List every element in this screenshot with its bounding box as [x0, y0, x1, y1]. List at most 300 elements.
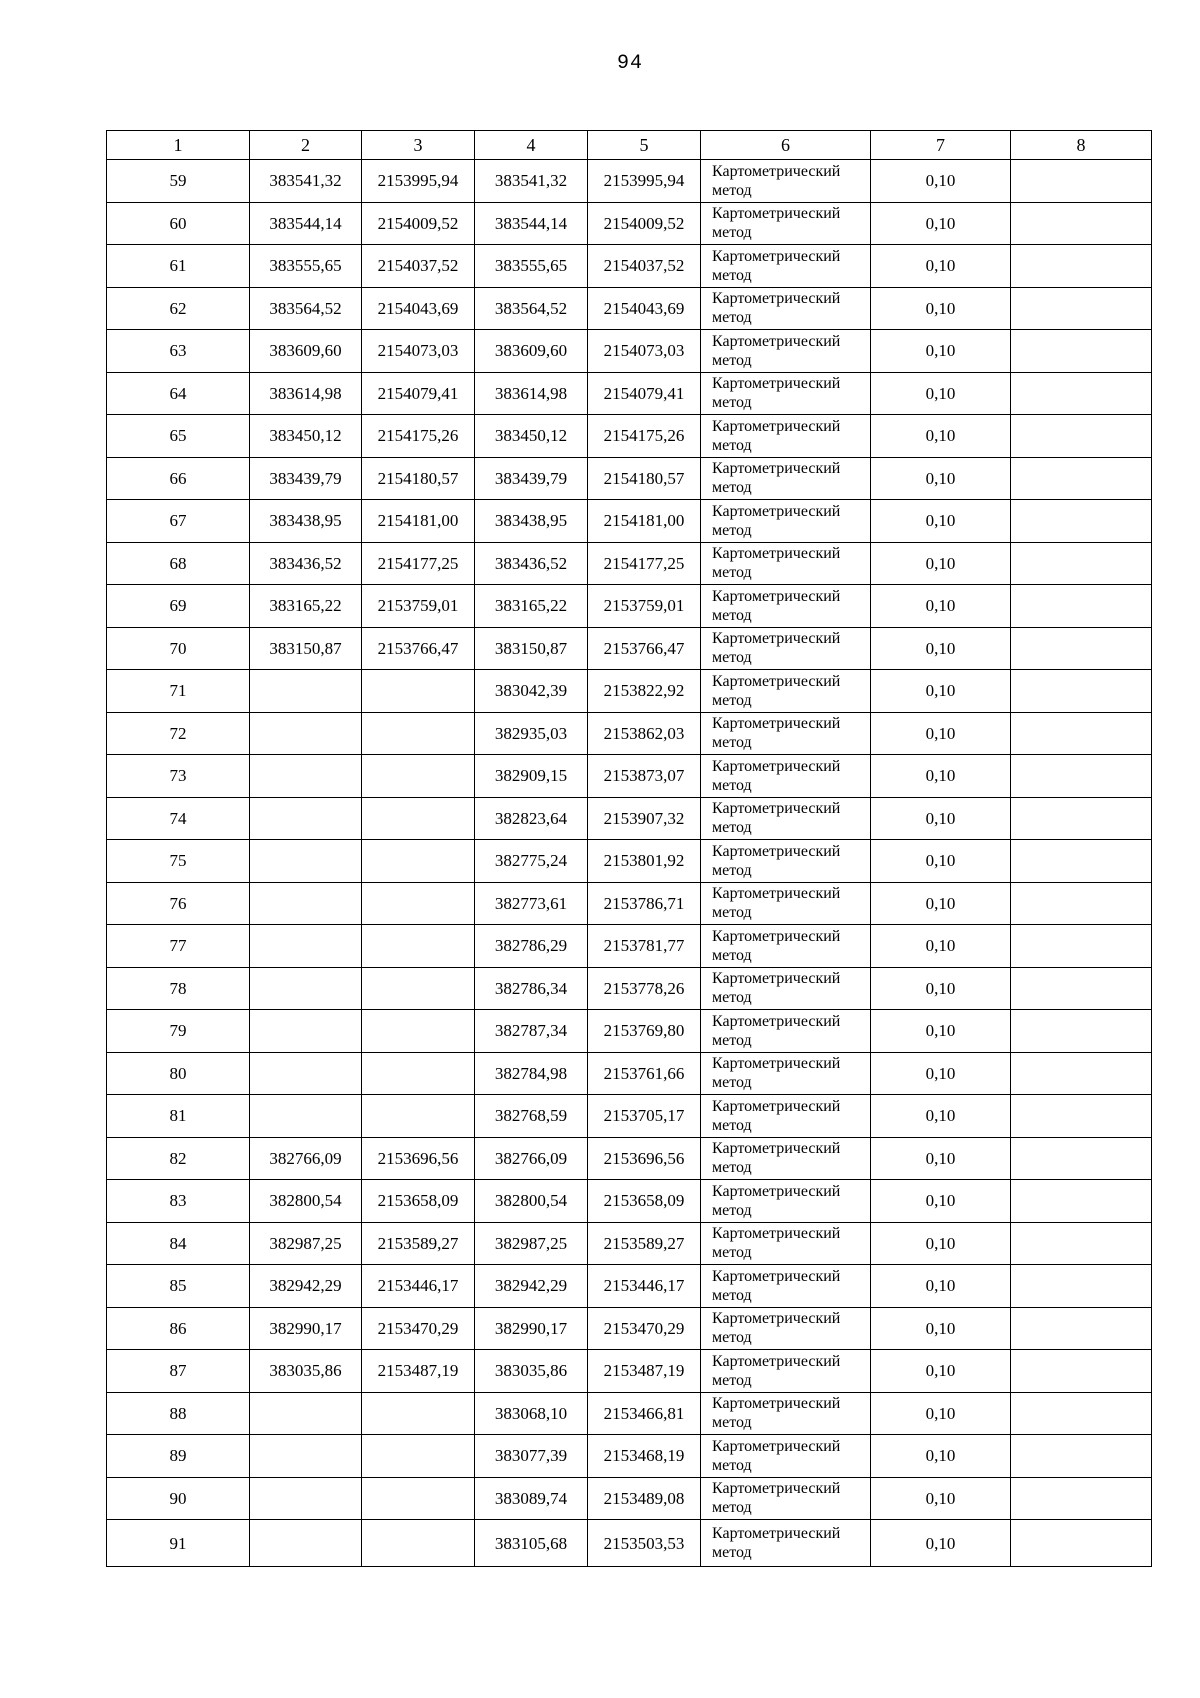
table-row — [107, 1137, 1152, 1180]
accuracy-cell: 0,10 — [871, 372, 1011, 415]
x-coordinate-new-cell: 382942,29 — [475, 1265, 588, 1308]
point-number-cell: 68 — [107, 542, 250, 585]
column-header-4: 4 — [475, 131, 588, 160]
point-number-cell: 83 — [107, 1180, 250, 1223]
y-coordinate-cell: 2154175,26 — [362, 415, 475, 458]
accuracy-cell: 0,10 — [871, 1095, 1011, 1138]
note-cell — [1011, 882, 1152, 925]
method-cell: Картометрический метод — [701, 1520, 871, 1567]
x-coordinate-cell: 383439,79 — [250, 457, 362, 500]
note-cell — [1011, 372, 1152, 415]
table-row — [107, 500, 1152, 543]
point-number-cell: 85 — [107, 1265, 250, 1308]
x-coordinate-cell: 383564,52 — [250, 287, 362, 330]
x-coordinate-new-cell: 382786,34 — [475, 967, 588, 1010]
x-coordinate-cell — [250, 967, 362, 1010]
x-coordinate-new-cell: 383068,10 — [475, 1392, 588, 1435]
point-number-cell: 87 — [107, 1350, 250, 1393]
note-cell — [1011, 585, 1152, 628]
y-coordinate-new-cell: 2153873,07 — [588, 755, 701, 798]
y-coordinate-new-cell: 2153696,56 — [588, 1137, 701, 1180]
method-cell: Картометрический метод — [701, 882, 871, 925]
accuracy-cell: 0,10 — [871, 287, 1011, 330]
note-cell — [1011, 1095, 1152, 1138]
y-coordinate-new-cell: 2153786,71 — [588, 882, 701, 925]
y-coordinate-cell: 2154177,25 — [362, 542, 475, 585]
note-cell — [1011, 1222, 1152, 1265]
x-coordinate-cell: 383450,12 — [250, 415, 362, 458]
note-cell — [1011, 457, 1152, 500]
method-cell: Картометрический метод — [701, 1307, 871, 1350]
note-cell — [1011, 1010, 1152, 1053]
y-coordinate-new-cell: 2153781,77 — [588, 925, 701, 968]
x-coordinate-new-cell: 383450,12 — [475, 415, 588, 458]
table-row — [107, 1265, 1152, 1308]
accuracy-cell: 0,10 — [871, 967, 1011, 1010]
y-coordinate-cell: 2154009,52 — [362, 202, 475, 245]
table-row — [107, 287, 1152, 330]
point-number-cell: 76 — [107, 882, 250, 925]
table-row — [107, 542, 1152, 585]
table-row — [107, 797, 1152, 840]
y-coordinate-cell: 2153470,29 — [362, 1307, 475, 1350]
point-number-cell: 61 — [107, 245, 250, 288]
x-coordinate-cell: 383150,87 — [250, 627, 362, 670]
x-coordinate-new-cell: 382784,98 — [475, 1052, 588, 1095]
y-coordinate-cell — [362, 882, 475, 925]
table-row — [107, 1520, 1152, 1567]
y-coordinate-new-cell: 2154181,00 — [588, 500, 701, 543]
point-number-cell: 80 — [107, 1052, 250, 1095]
x-coordinate-new-cell: 382987,25 — [475, 1222, 588, 1265]
method-cell: Картометрический метод — [701, 627, 871, 670]
y-coordinate-cell — [362, 670, 475, 713]
method-cell: Картометрический метод — [701, 1095, 871, 1138]
accuracy-cell: 0,10 — [871, 1180, 1011, 1223]
x-coordinate-new-cell: 383614,98 — [475, 372, 588, 415]
method-cell: Картометрический метод — [701, 1392, 871, 1435]
accuracy-cell: 0,10 — [871, 840, 1011, 883]
y-coordinate-new-cell: 2153589,27 — [588, 1222, 701, 1265]
y-coordinate-cell: 2153446,17 — [362, 1265, 475, 1308]
accuracy-cell: 0,10 — [871, 245, 1011, 288]
table-row — [107, 415, 1152, 458]
column-header-2: 2 — [250, 131, 362, 160]
y-coordinate-new-cell: 2154073,03 — [588, 330, 701, 373]
y-coordinate-cell: 2154079,41 — [362, 372, 475, 415]
x-coordinate-cell: 383614,98 — [250, 372, 362, 415]
method-cell: Картометрический метод — [701, 287, 871, 330]
y-coordinate-new-cell: 2153766,47 — [588, 627, 701, 670]
x-coordinate-cell: 383541,32 — [250, 160, 362, 203]
x-coordinate-cell — [250, 712, 362, 755]
y-coordinate-cell: 2154037,52 — [362, 245, 475, 288]
accuracy-cell: 0,10 — [871, 330, 1011, 373]
y-coordinate-new-cell: 2153446,17 — [588, 1265, 701, 1308]
x-coordinate-cell — [250, 1435, 362, 1478]
y-coordinate-new-cell: 2153503,53 — [588, 1520, 701, 1567]
y-coordinate-cell — [362, 967, 475, 1010]
point-number-cell: 90 — [107, 1477, 250, 1520]
accuracy-cell: 0,10 — [871, 1137, 1011, 1180]
y-coordinate-new-cell: 2154079,41 — [588, 372, 701, 415]
note-cell — [1011, 1477, 1152, 1520]
x-coordinate-new-cell: 382787,34 — [475, 1010, 588, 1053]
point-number-cell: 63 — [107, 330, 250, 373]
note-cell — [1011, 1520, 1152, 1567]
method-cell: Картометрический метод — [701, 1180, 871, 1223]
x-coordinate-cell — [250, 1095, 362, 1138]
point-number-cell: 70 — [107, 627, 250, 670]
accuracy-cell: 0,10 — [871, 542, 1011, 585]
point-number-cell: 59 — [107, 160, 250, 203]
point-number-cell: 89 — [107, 1435, 250, 1478]
accuracy-cell: 0,10 — [871, 627, 1011, 670]
column-header-1: 1 — [107, 131, 250, 160]
accuracy-cell: 0,10 — [871, 712, 1011, 755]
note-cell — [1011, 1180, 1152, 1223]
column-header-8: 8 — [1011, 131, 1152, 160]
y-coordinate-new-cell: 2153769,80 — [588, 1010, 701, 1053]
y-coordinate-new-cell: 2153995,94 — [588, 160, 701, 203]
x-coordinate-cell: 382942,29 — [250, 1265, 362, 1308]
table-row — [107, 1010, 1152, 1053]
x-coordinate-cell — [250, 1392, 362, 1435]
y-coordinate-cell — [362, 925, 475, 968]
point-number-cell: 65 — [107, 415, 250, 458]
accuracy-cell: 0,10 — [871, 160, 1011, 203]
point-number-cell: 73 — [107, 755, 250, 798]
note-cell — [1011, 840, 1152, 883]
x-coordinate-cell: 382766,09 — [250, 1137, 362, 1180]
point-number-cell: 91 — [107, 1520, 250, 1567]
x-coordinate-new-cell: 383089,74 — [475, 1477, 588, 1520]
method-cell: Картометрический метод — [701, 500, 871, 543]
x-coordinate-new-cell: 382935,03 — [475, 712, 588, 755]
accuracy-cell: 0,10 — [871, 585, 1011, 628]
x-coordinate-cell — [250, 840, 362, 883]
y-coordinate-new-cell: 2153489,08 — [588, 1477, 701, 1520]
x-coordinate-new-cell: 383555,65 — [475, 245, 588, 288]
column-header-6: 6 — [701, 131, 871, 160]
table-row — [107, 1180, 1152, 1223]
table-row — [107, 372, 1152, 415]
y-coordinate-cell — [362, 755, 475, 798]
x-coordinate-new-cell: 383077,39 — [475, 1435, 588, 1478]
method-cell: Картометрический метод — [701, 967, 871, 1010]
table-row — [107, 585, 1152, 628]
accuracy-cell: 0,10 — [871, 1307, 1011, 1350]
y-coordinate-cell — [362, 1435, 475, 1478]
note-cell — [1011, 1350, 1152, 1393]
note-cell — [1011, 330, 1152, 373]
x-coordinate-new-cell: 383035,86 — [475, 1350, 588, 1393]
x-coordinate-cell — [250, 1052, 362, 1095]
point-number-cell: 62 — [107, 287, 250, 330]
note-cell — [1011, 160, 1152, 203]
y-coordinate-cell — [362, 1095, 475, 1138]
method-cell: Картометрический метод — [701, 925, 871, 968]
note-cell — [1011, 1137, 1152, 1180]
y-coordinate-cell — [362, 1477, 475, 1520]
y-coordinate-cell: 2153696,56 — [362, 1137, 475, 1180]
y-coordinate-new-cell: 2154037,52 — [588, 245, 701, 288]
header-row — [107, 131, 1152, 160]
accuracy-cell: 0,10 — [871, 1222, 1011, 1265]
y-coordinate-new-cell: 2153759,01 — [588, 585, 701, 628]
method-cell: Картометрический метод — [701, 1477, 871, 1520]
x-coordinate-new-cell: 383042,39 — [475, 670, 588, 713]
y-coordinate-cell — [362, 1520, 475, 1567]
table-row — [107, 1477, 1152, 1520]
x-coordinate-cell — [250, 797, 362, 840]
accuracy-cell: 0,10 — [871, 1435, 1011, 1478]
x-coordinate-new-cell: 383150,87 — [475, 627, 588, 670]
y-coordinate-new-cell: 2153862,03 — [588, 712, 701, 755]
table-row — [107, 160, 1152, 203]
y-coordinate-cell: 2153487,19 — [362, 1350, 475, 1393]
accuracy-cell: 0,10 — [871, 415, 1011, 458]
x-coordinate-new-cell: 383564,52 — [475, 287, 588, 330]
note-cell — [1011, 712, 1152, 755]
note-cell — [1011, 245, 1152, 288]
y-coordinate-new-cell: 2153466,81 — [588, 1392, 701, 1435]
y-coordinate-new-cell: 2153801,92 — [588, 840, 701, 883]
y-coordinate-cell — [362, 712, 475, 755]
x-coordinate-cell: 382987,25 — [250, 1222, 362, 1265]
x-coordinate-cell — [250, 755, 362, 798]
table-row — [107, 712, 1152, 755]
table-row — [107, 457, 1152, 500]
x-coordinate-cell: 383035,86 — [250, 1350, 362, 1393]
y-coordinate-cell: 2154181,00 — [362, 500, 475, 543]
point-number-cell: 69 — [107, 585, 250, 628]
y-coordinate-cell — [362, 840, 475, 883]
table-row — [107, 1095, 1152, 1138]
y-coordinate-new-cell: 2153658,09 — [588, 1180, 701, 1223]
y-coordinate-new-cell: 2153487,19 — [588, 1350, 701, 1393]
x-coordinate-cell — [250, 882, 362, 925]
y-coordinate-new-cell: 2154177,25 — [588, 542, 701, 585]
x-coordinate-new-cell: 382909,15 — [475, 755, 588, 798]
point-number-cell: 78 — [107, 967, 250, 1010]
x-coordinate-new-cell: 383105,68 — [475, 1520, 588, 1567]
method-cell: Картометрический метод — [701, 245, 871, 288]
note-cell — [1011, 415, 1152, 458]
y-coordinate-new-cell: 2153468,19 — [588, 1435, 701, 1478]
note-cell — [1011, 542, 1152, 585]
y-coordinate-new-cell: 2154009,52 — [588, 202, 701, 245]
table-row — [107, 1435, 1152, 1478]
note-cell — [1011, 925, 1152, 968]
x-coordinate-new-cell: 382823,64 — [475, 797, 588, 840]
y-coordinate-new-cell: 2154180,57 — [588, 457, 701, 500]
page-number: 94 — [616, 52, 643, 75]
method-cell: Картометрический метод — [701, 1350, 871, 1393]
method-cell: Картометрический метод — [701, 1222, 871, 1265]
accuracy-cell: 0,10 — [871, 670, 1011, 713]
y-coordinate-cell — [362, 797, 475, 840]
x-coordinate-new-cell: 382773,61 — [475, 882, 588, 925]
accuracy-cell: 0,10 — [871, 202, 1011, 245]
table-row — [107, 202, 1152, 245]
y-coordinate-cell: 2153995,94 — [362, 160, 475, 203]
x-coordinate-new-cell: 383541,32 — [475, 160, 588, 203]
table-row — [107, 1307, 1152, 1350]
method-cell: Картометрический метод — [701, 415, 871, 458]
table-row — [107, 1052, 1152, 1095]
x-coordinate-new-cell: 383609,60 — [475, 330, 588, 373]
accuracy-cell: 0,10 — [871, 1052, 1011, 1095]
table-body — [107, 160, 1152, 1567]
accuracy-cell: 0,10 — [871, 1265, 1011, 1308]
x-coordinate-new-cell: 383165,22 — [475, 585, 588, 628]
x-coordinate-new-cell: 382775,24 — [475, 840, 588, 883]
y-coordinate-new-cell: 2153470,29 — [588, 1307, 701, 1350]
x-coordinate-cell — [250, 925, 362, 968]
note-cell — [1011, 287, 1152, 330]
method-cell: Картометрический метод — [701, 712, 871, 755]
x-coordinate-new-cell: 383439,79 — [475, 457, 588, 500]
note-cell — [1011, 797, 1152, 840]
accuracy-cell: 0,10 — [871, 882, 1011, 925]
x-coordinate-new-cell: 382766,09 — [475, 1137, 588, 1180]
y-coordinate-cell: 2153658,09 — [362, 1180, 475, 1223]
table-row — [107, 1350, 1152, 1393]
table-header — [107, 131, 1152, 160]
accuracy-cell: 0,10 — [871, 1392, 1011, 1435]
table-row — [107, 245, 1152, 288]
note-cell — [1011, 1265, 1152, 1308]
x-coordinate-new-cell: 383544,14 — [475, 202, 588, 245]
point-number-cell: 81 — [107, 1095, 250, 1138]
point-number-cell: 77 — [107, 925, 250, 968]
y-coordinate-cell — [362, 1052, 475, 1095]
column-header-3: 3 — [362, 131, 475, 160]
table-row — [107, 1392, 1152, 1435]
method-cell: Картометрический метод — [701, 160, 871, 203]
note-cell — [1011, 500, 1152, 543]
note-cell — [1011, 967, 1152, 1010]
coordinates-table — [106, 130, 1152, 1567]
point-number-cell: 72 — [107, 712, 250, 755]
x-coordinate-new-cell: 383436,52 — [475, 542, 588, 585]
method-cell: Картометрический метод — [701, 1435, 871, 1478]
x-coordinate-cell — [250, 1477, 362, 1520]
point-number-cell: 79 — [107, 1010, 250, 1053]
note-cell — [1011, 202, 1152, 245]
y-coordinate-new-cell: 2153761,66 — [588, 1052, 701, 1095]
table-row — [107, 925, 1152, 968]
table-row — [107, 755, 1152, 798]
point-number-cell: 64 — [107, 372, 250, 415]
table-row — [107, 670, 1152, 713]
note-cell — [1011, 1392, 1152, 1435]
y-coordinate-new-cell: 2154043,69 — [588, 287, 701, 330]
x-coordinate-new-cell: 383438,95 — [475, 500, 588, 543]
table-row — [107, 330, 1152, 373]
accuracy-cell: 0,10 — [871, 797, 1011, 840]
x-coordinate-new-cell: 382786,29 — [475, 925, 588, 968]
x-coordinate-cell: 383555,65 — [250, 245, 362, 288]
method-cell: Картометрический метод — [701, 797, 871, 840]
y-coordinate-cell: 2153589,27 — [362, 1222, 475, 1265]
point-number-cell: 88 — [107, 1392, 250, 1435]
y-coordinate-new-cell: 2153907,32 — [588, 797, 701, 840]
method-cell: Картометрический метод — [701, 330, 871, 373]
accuracy-cell: 0,10 — [871, 1477, 1011, 1520]
accuracy-cell: 0,10 — [871, 755, 1011, 798]
x-coordinate-cell: 383165,22 — [250, 585, 362, 628]
point-number-cell: 67 — [107, 500, 250, 543]
note-cell — [1011, 1052, 1152, 1095]
accuracy-cell: 0,10 — [871, 457, 1011, 500]
y-coordinate-cell: 2154073,03 — [362, 330, 475, 373]
note-cell — [1011, 1435, 1152, 1478]
y-coordinate-cell — [362, 1010, 475, 1053]
method-cell: Картометрический метод — [701, 457, 871, 500]
method-cell: Картометрический метод — [701, 1052, 871, 1095]
method-cell: Картометрический метод — [701, 670, 871, 713]
y-coordinate-cell — [362, 1392, 475, 1435]
method-cell: Картометрический метод — [701, 542, 871, 585]
point-number-cell: 74 — [107, 797, 250, 840]
accuracy-cell: 0,10 — [871, 925, 1011, 968]
x-coordinate-new-cell: 382990,17 — [475, 1307, 588, 1350]
x-coordinate-new-cell: 382800,54 — [475, 1180, 588, 1223]
table-row — [107, 840, 1152, 883]
note-cell — [1011, 755, 1152, 798]
table-row — [107, 882, 1152, 925]
x-coordinate-cell — [250, 1010, 362, 1053]
method-cell: Картометрический метод — [701, 585, 871, 628]
x-coordinate-cell: 383436,52 — [250, 542, 362, 585]
note-cell — [1011, 627, 1152, 670]
point-number-cell: 82 — [107, 1137, 250, 1180]
x-coordinate-cell: 382800,54 — [250, 1180, 362, 1223]
method-cell: Картометрический метод — [701, 202, 871, 245]
point-number-cell: 71 — [107, 670, 250, 713]
accuracy-cell: 0,10 — [871, 1350, 1011, 1393]
accuracy-cell: 0,10 — [871, 1010, 1011, 1053]
accuracy-cell: 0,10 — [871, 1520, 1011, 1567]
accuracy-cell: 0,10 — [871, 500, 1011, 543]
method-cell: Картометрический метод — [701, 372, 871, 415]
method-cell: Картометрический метод — [701, 840, 871, 883]
x-coordinate-cell — [250, 670, 362, 713]
column-header-5: 5 — [588, 131, 701, 160]
y-coordinate-new-cell: 2153705,17 — [588, 1095, 701, 1138]
note-cell — [1011, 670, 1152, 713]
table-row — [107, 1222, 1152, 1265]
y-coordinate-cell: 2153759,01 — [362, 585, 475, 628]
x-coordinate-cell: 383438,95 — [250, 500, 362, 543]
point-number-cell: 60 — [107, 202, 250, 245]
y-coordinate-cell: 2154180,57 — [362, 457, 475, 500]
x-coordinate-cell: 383544,14 — [250, 202, 362, 245]
x-coordinate-new-cell: 382768,59 — [475, 1095, 588, 1138]
table-row — [107, 967, 1152, 1010]
y-coordinate-cell: 2154043,69 — [362, 287, 475, 330]
table-row — [107, 627, 1152, 670]
point-number-cell: 75 — [107, 840, 250, 883]
method-cell: Картометрический метод — [701, 1010, 871, 1053]
y-coordinate-new-cell: 2154175,26 — [588, 415, 701, 458]
method-cell: Картометрический метод — [701, 1137, 871, 1180]
column-header-7: 7 — [871, 131, 1011, 160]
y-coordinate-cell: 2153766,47 — [362, 627, 475, 670]
point-number-cell: 86 — [107, 1307, 250, 1350]
